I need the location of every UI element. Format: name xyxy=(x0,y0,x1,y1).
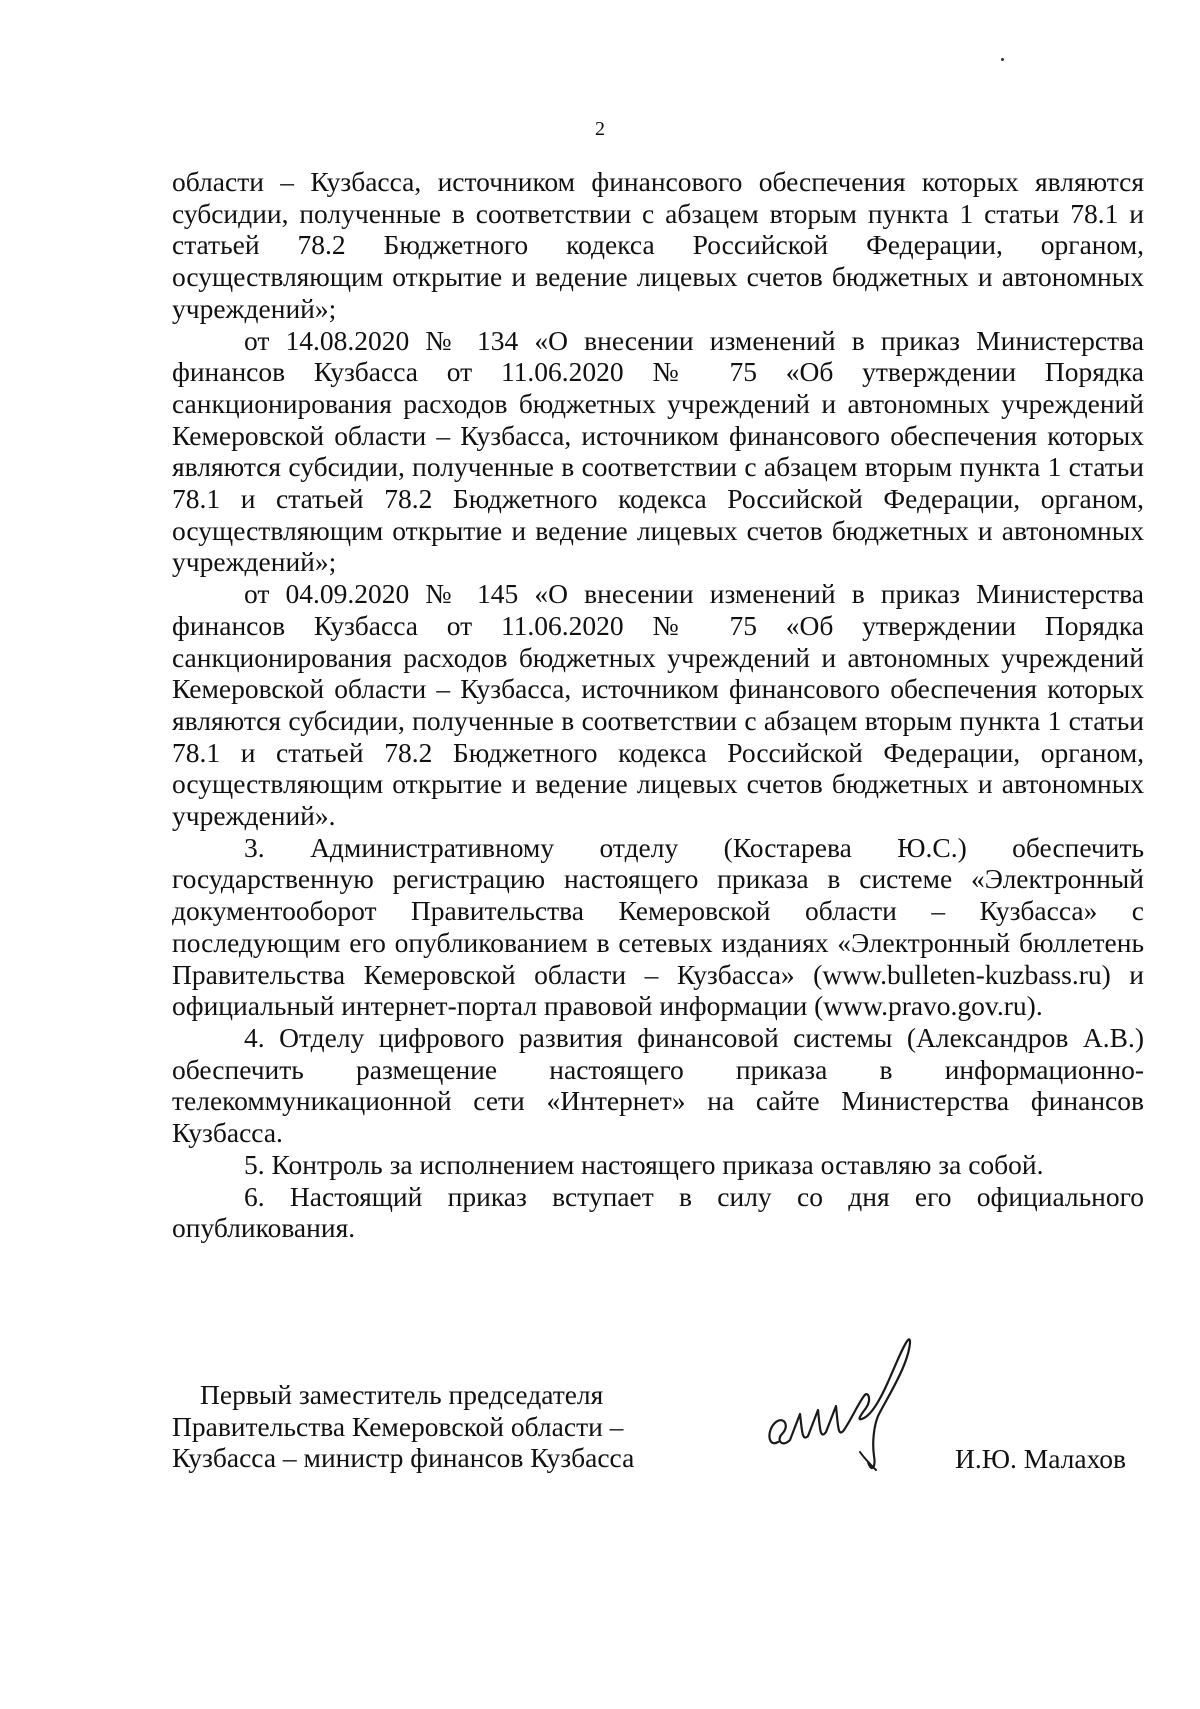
signer-title xyxy=(172,1379,692,1474)
signer-title-line: Кузбасса – министр финансов Кузбасса xyxy=(172,1442,635,1474)
paragraph-item-5: 5. Контроль за исполнением настоящего приказа оставляю за собой. xyxy=(244,1148,1044,1180)
paragraph-continuation: области – Кузбасса, источником финансового обеспечения которых являются субсидии, полученные в соответствии с абзацем вторым пункта 1 статьи 78.1 и статьей 78.2 Бюджетного кодекса Российской Федерации, органом, осуществляющим открытие и ведение лицевых счетов бюджетных и автономных учреждений»; xyxy=(172,166,1144,324)
scan-speck xyxy=(1001,58,1004,61)
paragraph-order-145: от 04.09.2020 № 145 «О внесении изменений в приказ Министерства финансов Кузбасса от 11.06.2020 № 75 «Об утверждении Порядка санкционирования расходов бюджетных учреждений и автономных учреждений Кемеровской области – Кузбасса, источником финансового обеспечения которых являются субсидии, полученные в соответствии с абзацем вторым пункта 1 статьи 78.1 и статьей 78.2 Бюджетного кодекса Российской Федерации, органом, осуществляющим открытие и ведение лицевых счетов бюджетных и автономных учреждений». xyxy=(172,578,1144,832)
paragraph-order-134: от 14.08.2020 № 134 «О внесении изменений в приказ Министерства финансов Кузбасса от 11.06.2020 № 75 «Об утверждении Порядка санкционирования расходов бюджетных учреждений и автономных учреждений Кемеровской области – Кузбасса, источником финансового обеспечения которых являются субсидии, полученные в соответствии с абзацем вторым пункта 1 статьи 78.1 и статьей 78.2 Бюджетного кодекса Российской Федерации, органом, осуществляющим открытие и ведение лицевых счетов бюджетных и автономных учреждений»; xyxy=(172,324,1144,578)
paragraph-item-4: 4. Отделу цифрового развития финансовой системы (Александров А.В.) обеспечить размещение настоящего приказа в информационно-телекоммуникационной сети «Интернет» на сайте Министерства финансов Кузбасса. xyxy=(172,1021,1144,1149)
page-number: 2 xyxy=(595,118,605,140)
signer-title-line: Первый заместитель председателя xyxy=(200,1379,604,1410)
handwritten-signature xyxy=(760,1330,950,1480)
signer-name: И.Ю. Малахов xyxy=(955,1443,1127,1474)
paragraph-item-6: 6. Настоящий приказ вступает в силу со дня его официального опубликования. xyxy=(172,1180,1144,1244)
document-body xyxy=(172,166,1144,1244)
signer-title-line: Правительства Кемеровской области – xyxy=(172,1410,624,1442)
paragraph-item-3: 3. Административному отделу (Костарева Ю.С.) обеспечить государственную регистрацию настоящего приказа в системе «Электронный документооборот Правительства Кемеровской области – Кузбасса» с последующим его опубликованием в сетевых изданиях «Электронный бюллетень Правительства Кемеровской области – Кузбасса» (www.bulleten-kuzbass.ru) и официальный интернет-портал правовой информации (www.pravo.gov.ru). xyxy=(172,831,1144,1022)
